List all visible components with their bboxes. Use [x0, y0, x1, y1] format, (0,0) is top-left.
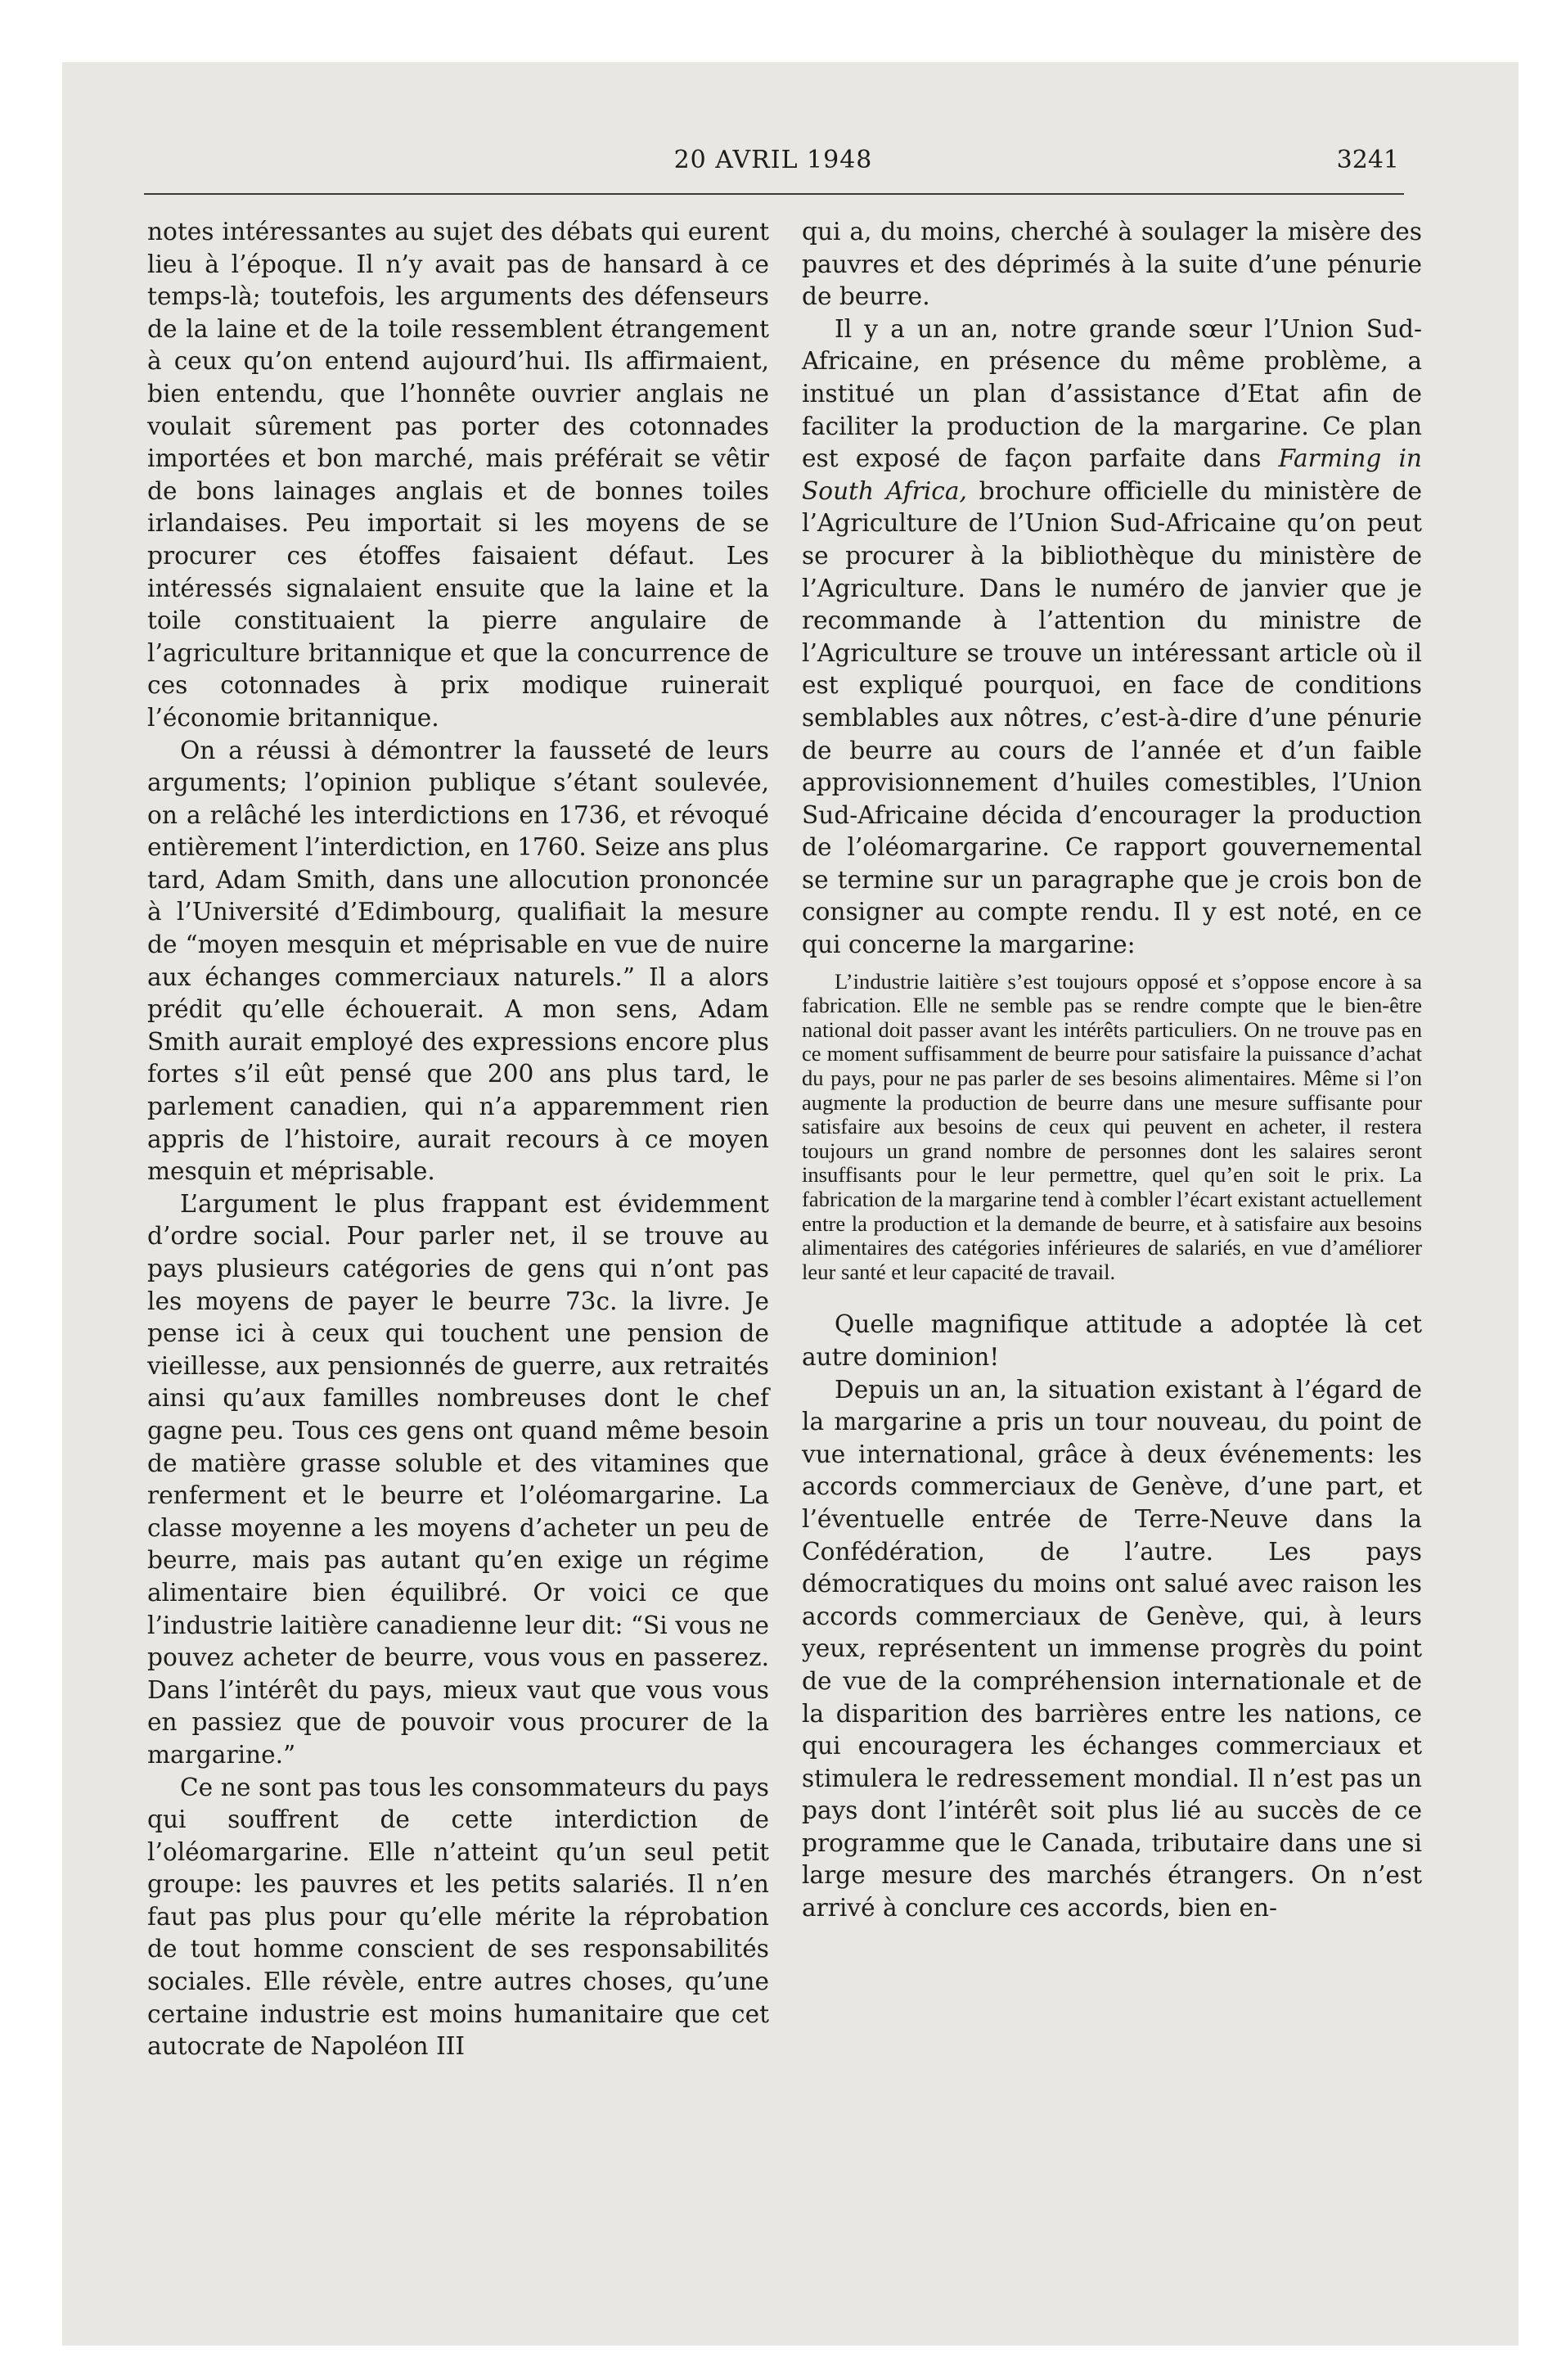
paragraph	[802, 313, 1422, 962]
block-quote: L’industrie laitière s’est toujours opposé et s’oppose encore à sa fabrication. Elle ne semble pas se rendre compte que le bien-être national doit passer avant les intérêts particuliers. On ne trouve pas en ce moment suffisamment de beurre pour satisfaire la puissance d’achat du pays, pour ne pas parler de ses besoins alimentaires. Même si l’on augmente la production de beurre dans une mesure suffisante pour satisfaire aux besoins de ceux qui peuvent en acheter, il restera toujours un grand nombre de personnes dont les salaires seront insuffisants pour le leur permettre, quel qu’en soit le prix. La fabrication de la margarine tend à combler l’écart existant actuellement entre la production et la demande de beurre, et à satisfaire aux besoins alimentaires des catégories inférieures de salariés, en vue d’améliorer leur santé et leur capacité de travail.	[802, 968, 1422, 1284]
left-column	[147, 216, 769, 2063]
paragraph: qui a, du moins, cherché à soulager la misère des pauvres et des déprimés à la suite d’une pénurie de beurre.	[802, 218, 1422, 311]
publication-title: Farming in South Africa,	[802, 444, 1422, 505]
paragraph: L’argument le plus frappant est évidemment d’ordre social. Pour parler net, il se trouve au pays plusieurs catégories de gens qui n’ont pas les moyens de payer le beurre 73c. la livre. Je pense ici à ceux qui touchent une pension de vieillesse, aux pensionnés de guerre, aux retraités ainsi qu’aux familles nombreuses dont le chef gagne peu. Tous ces gens ont quand même besoin de matière grasse soluble et des vitamines que renferment et le beurre et l’oléomargarine. La classe moyenne a les moyens d’acheter un peu de beurre, mais pas autant qu’en exige un régime alimentaire bien équilibré. Or voici ce que l’industrie laitière canadienne leur dit: “Si vous ne pouvez acheter de beurre, vous vous en passerez. Dans l’intérêt du pays, mieux vaut que vous vous en passiez que de pouvoir vous procurer de la margarine.”	[147, 1189, 769, 1769]
paragraph: On a réussi à démontrer la fausseté de leurs arguments; l’opinion publique s’étant soulevée, on a relâché les interdictions en 1736, et révoqué entièrement l’interdiction, en 1760. Seize ans plus tard, Adam Smith, dans une allocution prononcée à l’Université d’Edimbourg, qualifiait la mesure de “moyen mesquin et méprisable en vue de nuire aux échanges commerciaux naturels.” Il a alors prédit qu’elle échouerait. A mon sens, Adam Smith aurait employé des expressions encore plus fortes s’il eût pensé que 200 ans plus tard, le parlement canadien, qui n’a apparemment rien appris de l’histoire, aurait recours à ce moyen mesquin et méprisable.	[147, 736, 769, 1186]
paragraph: Quelle magnifique attitude a adoptée là cet autre dominion!	[802, 1310, 1422, 1371]
page-number: 3241	[1336, 146, 1399, 174]
paragraph: Depuis un an, la situation existant à l’égard de la margarine a pris un tour nouveau, du point de vue international, grâce à deux événements: les accords commerciaux de Genève, d’une part, et l’éventuelle entrée de Terre-Neuve dans la Confédération, de l’autre. Les pays démocratiques du moins ont salué avec raison les accords commerciaux de Genève, qui, à leurs yeux, représentent un immense progrès du point de vue de la compréhension internationale et de la disparition des barrières entre les nations, ce qui encouragera les échanges commerciaux et stimulera le redressement mondial. Il n’est pas un pays dont l’intérêt soit plus lié au succès de ce programme que le Canada, tributaire dans une si large mesure des marchés étrangers. On n’est arrivé à conclure ces accords, bien en-	[802, 1375, 1422, 1922]
right-column	[802, 216, 1422, 1925]
paragraph-text: brochure officielle du ministère de l’Agriculture de l’Union Sud-Africaine qu’on peut se procurer à la bibliothèque du ministère de l’Agriculture. Dans le numéro de janvier que je recommande à l’attention du ministre de l’Agriculture se trouve un intéressant article où il est expliqué pourquoi, en face de conditions semblables aux nôtres, c’est-à-dire d’une pénurie de beurre au cours de l’année et d’un faible approvisionnement d’huiles comestibles, l’Union Sud-Africaine décida d’encourager la production de l’oléomargarine. Ce rapport gouvernemental se termine sur un paragraphe que je crois bon de consigner au compte rendu. Il y est noté, en ce qui concerne la margarine:	[802, 476, 1422, 959]
paragraph-text: Il y a un an, notre grande sœur l’Union Sud-Africaine, en présence du même problème, a institué un plan d’assistance d’Etat afin de faciliter la production de la margarine. Ce plan est exposé de façon parfaite dans	[802, 314, 1422, 473]
page-header	[147, 146, 1399, 178]
paragraph: notes intéressantes au sujet des débats qui eurent lieu à l’époque. Il n’y avait pas de hansard à ce temps-là; toutefois, les arguments des défenseurs de la laine et de la toile ressemblent étrangement à ceux qu’on entend aujourd’hui. Ils affirmaient, bien entendu, que l’honnête ouvrier anglais ne voulait sûrement pas porter des cotonnades importées et bon marché, mais préférait se vêtir de bons lainages anglais et de bonnes toiles irlandaises. Peu importait si les moyens de se procurer ces étoffes faisaient défaut. Les intéressés signalaient ensuite que la laine et la toile constituaient la pierre angulaire de l’agriculture britannique et que la concurrence de ces cotonnades à prix modique ruinerait l’économie britannique.	[147, 218, 769, 732]
page-date: 20 AVRIL 1948	[673, 146, 873, 174]
paragraph: Ce ne sont pas tous les consommateurs du pays qui souffrent de cette interdiction de l’oléomargarine. Elle n’atteint qu’un seul petit groupe: les pauvres et les petits salariés. Il n’en faut pas plus pour qu’elle mérite la réprobation de tout homme conscient de ses responsabilités sociales. Elle révèle, entre autres choses, qu’une certaine industrie est moins humanitaire que cet autocrate de Napoléon III	[147, 1773, 769, 2061]
header-rule	[144, 193, 1404, 195]
